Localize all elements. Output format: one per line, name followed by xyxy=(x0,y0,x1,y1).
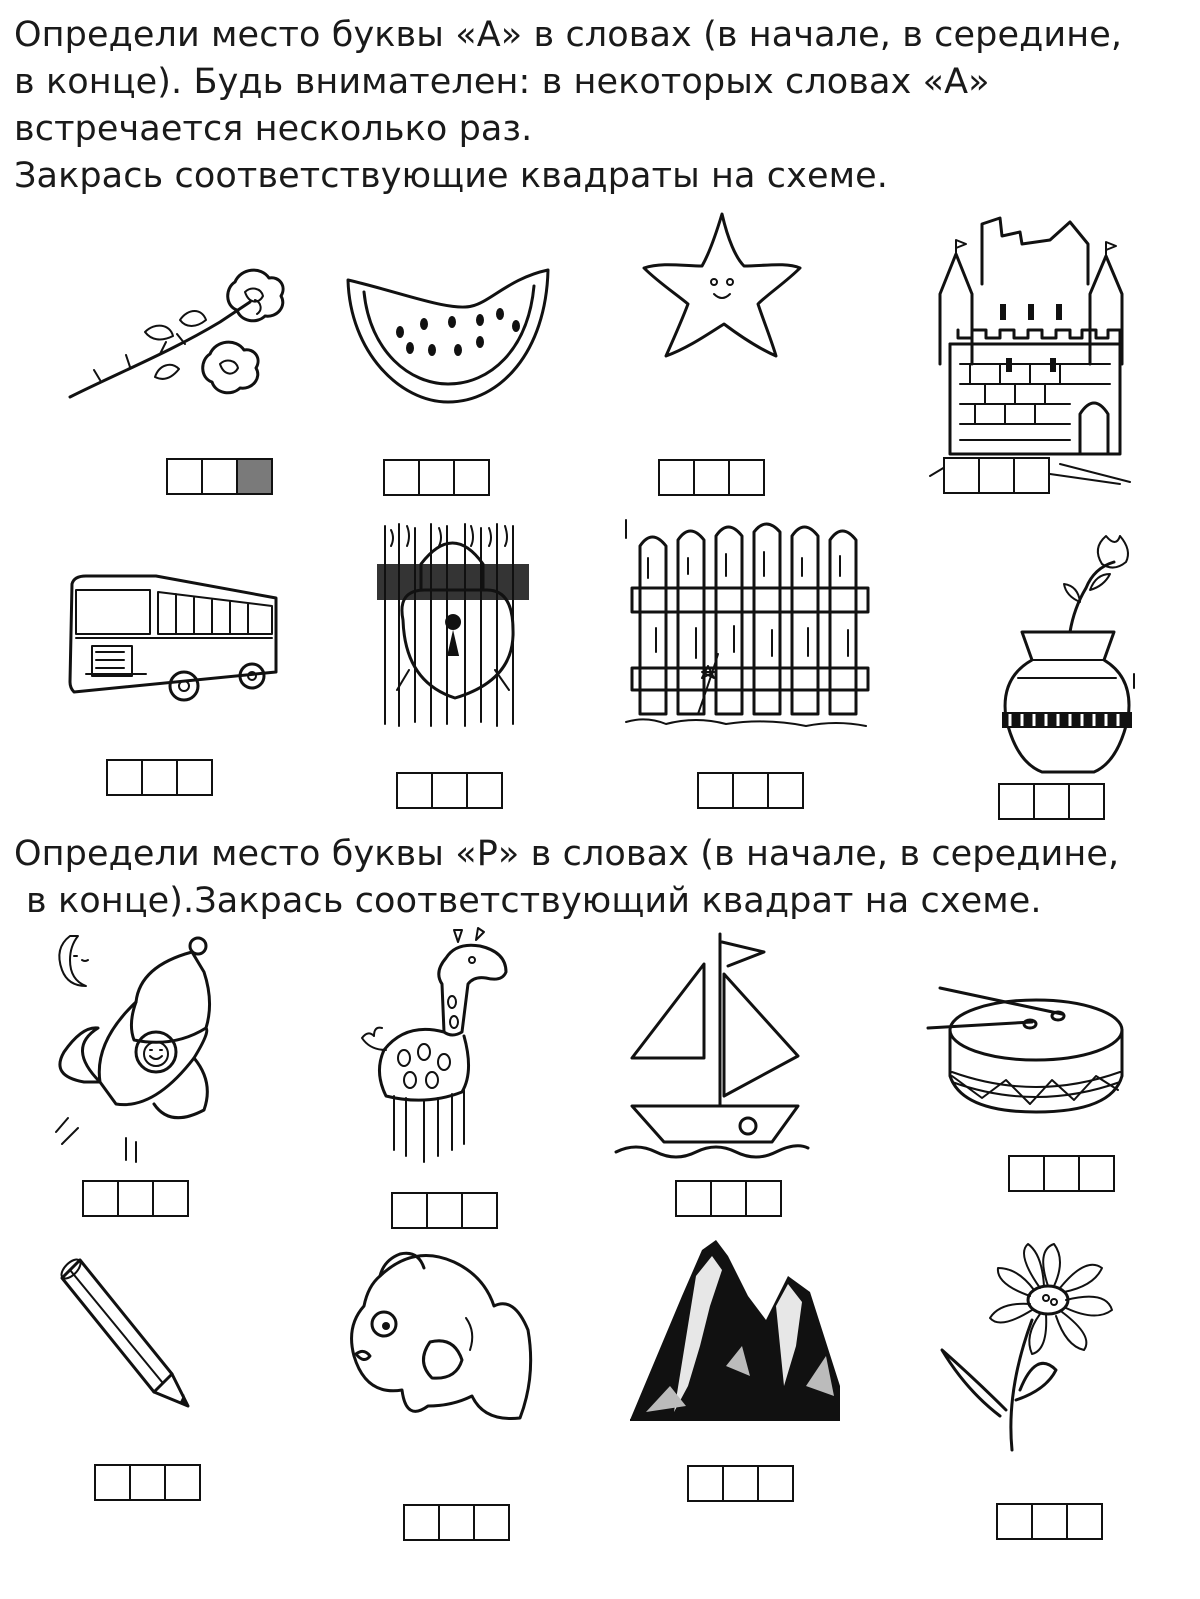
scheme-rose[interactable] xyxy=(166,458,273,495)
scheme-cell-start[interactable] xyxy=(168,460,203,493)
scheme-cell-middle[interactable] xyxy=(420,461,455,494)
scheme-giraffe[interactable] xyxy=(391,1192,498,1229)
chamomile-flower-icon xyxy=(936,1240,1118,1454)
scheme-pencil[interactable] xyxy=(94,1464,201,1501)
scheme-cell-start[interactable] xyxy=(689,1467,724,1500)
pencil-icon xyxy=(56,1256,194,1410)
instruction-letter-r xyxy=(14,831,1119,925)
scheme-vase[interactable] xyxy=(998,783,1105,820)
scheme-chamomile[interactable] xyxy=(996,1503,1103,1540)
scheme-cell-start[interactable] xyxy=(998,1505,1033,1538)
mountains-icon xyxy=(626,1236,844,1422)
rose-icon xyxy=(60,262,300,407)
scheme-cell-end[interactable] xyxy=(1068,1505,1101,1538)
scheme-cell-middle[interactable] xyxy=(980,459,1015,492)
scheme-bus[interactable] xyxy=(106,759,213,796)
scheme-cell-start[interactable] xyxy=(660,461,695,494)
instruction-line: Определи место буквы «Р» в словах (в начале, в середине, xyxy=(14,834,1120,874)
scheme-cell-start[interactable] xyxy=(1000,785,1035,818)
scheme-castle[interactable] xyxy=(943,457,1050,494)
instruction-line: Определи место буквы «А» в словах (в начале, в середине, xyxy=(14,15,1123,55)
scheme-cell-start[interactable] xyxy=(84,1182,119,1215)
scheme-cell-middle[interactable] xyxy=(428,1194,463,1227)
scheme-cell-end[interactable] xyxy=(769,774,802,807)
scheme-fish[interactable] xyxy=(403,1504,510,1541)
scheme-cell-middle[interactable] xyxy=(119,1182,154,1215)
scheme-padlock[interactable] xyxy=(396,772,503,809)
scheme-fence[interactable] xyxy=(697,772,804,809)
scheme-cell-end[interactable] xyxy=(1015,459,1048,492)
scheme-cell-end[interactable] xyxy=(166,1466,199,1499)
scheme-cell-end[interactable] xyxy=(1080,1157,1113,1190)
castle-icon xyxy=(930,214,1140,486)
scheme-sailboat[interactable] xyxy=(675,1180,782,1217)
fish-icon xyxy=(344,1246,534,1430)
scheme-cell-end[interactable] xyxy=(463,1194,496,1227)
scheme-cell-middle[interactable] xyxy=(712,1182,747,1215)
padlock-icon xyxy=(375,520,531,730)
scheme-cell-start[interactable] xyxy=(405,1506,440,1539)
scheme-cell-end[interactable] xyxy=(1070,785,1103,818)
scheme-starfish[interactable] xyxy=(658,459,765,496)
scheme-cell-end[interactable] xyxy=(455,461,488,494)
scheme-cell-end[interactable] xyxy=(759,1467,792,1500)
watermelon-slice-icon xyxy=(340,262,554,407)
sailboat-icon xyxy=(612,930,812,1166)
scheme-cell-end[interactable] xyxy=(154,1182,187,1215)
scheme-cell-start[interactable] xyxy=(393,1194,428,1227)
scheme-cell-start[interactable] xyxy=(385,461,420,494)
instruction-line: в конце).Закрась соответствующий квадрат на схеме. xyxy=(26,881,1042,921)
scheme-cell-start[interactable] xyxy=(108,761,143,794)
scheme-cell-end[interactable] xyxy=(475,1506,508,1539)
rocket-icon xyxy=(44,932,214,1168)
vase-icon xyxy=(994,528,1140,778)
scheme-drum[interactable] xyxy=(1008,1155,1115,1192)
instruction-line: в конце). Будь внимателен: в некоторых словах «А» xyxy=(14,62,990,102)
scheme-cell-middle[interactable] xyxy=(203,460,238,493)
instruction-letter-a xyxy=(14,12,1122,200)
drum-icon xyxy=(922,980,1126,1116)
scheme-cell-end[interactable] xyxy=(747,1182,780,1215)
fence-icon xyxy=(622,518,872,740)
scheme-cell-start[interactable] xyxy=(1010,1157,1045,1190)
scheme-cell-middle[interactable] xyxy=(433,774,468,807)
scheme-cell-end[interactable] xyxy=(730,461,763,494)
scheme-cell-middle[interactable] xyxy=(143,761,178,794)
scheme-cell-middle[interactable] xyxy=(695,461,730,494)
bus-icon xyxy=(66,572,282,712)
scheme-watermelon[interactable] xyxy=(383,459,490,496)
scheme-mountains[interactable] xyxy=(687,1465,794,1502)
scheme-cell-middle[interactable] xyxy=(1045,1157,1080,1190)
scheme-cell-start[interactable] xyxy=(699,774,734,807)
scheme-cell-middle[interactable] xyxy=(1035,785,1070,818)
scheme-cell-middle[interactable] xyxy=(724,1467,759,1500)
instruction-line: Закрась соответствующие квадраты на схеме. xyxy=(14,156,888,196)
scheme-cell-start[interactable] xyxy=(96,1466,131,1499)
scheme-cell-start[interactable] xyxy=(398,774,433,807)
giraffe-icon xyxy=(346,922,512,1178)
starfish-icon xyxy=(640,210,804,362)
scheme-cell-middle[interactable] xyxy=(1033,1505,1068,1538)
scheme-cell-end[interactable] xyxy=(238,460,271,493)
scheme-cell-middle[interactable] xyxy=(734,774,769,807)
scheme-cell-start[interactable] xyxy=(677,1182,712,1215)
scheme-cell-start[interactable] xyxy=(945,459,980,492)
scheme-cell-end[interactable] xyxy=(178,761,211,794)
scheme-rocket[interactable] xyxy=(82,1180,189,1217)
scheme-cell-middle[interactable] xyxy=(440,1506,475,1539)
instruction-line: встречается несколько раз. xyxy=(14,109,533,149)
scheme-cell-end[interactable] xyxy=(468,774,501,807)
scheme-cell-middle[interactable] xyxy=(131,1466,166,1499)
